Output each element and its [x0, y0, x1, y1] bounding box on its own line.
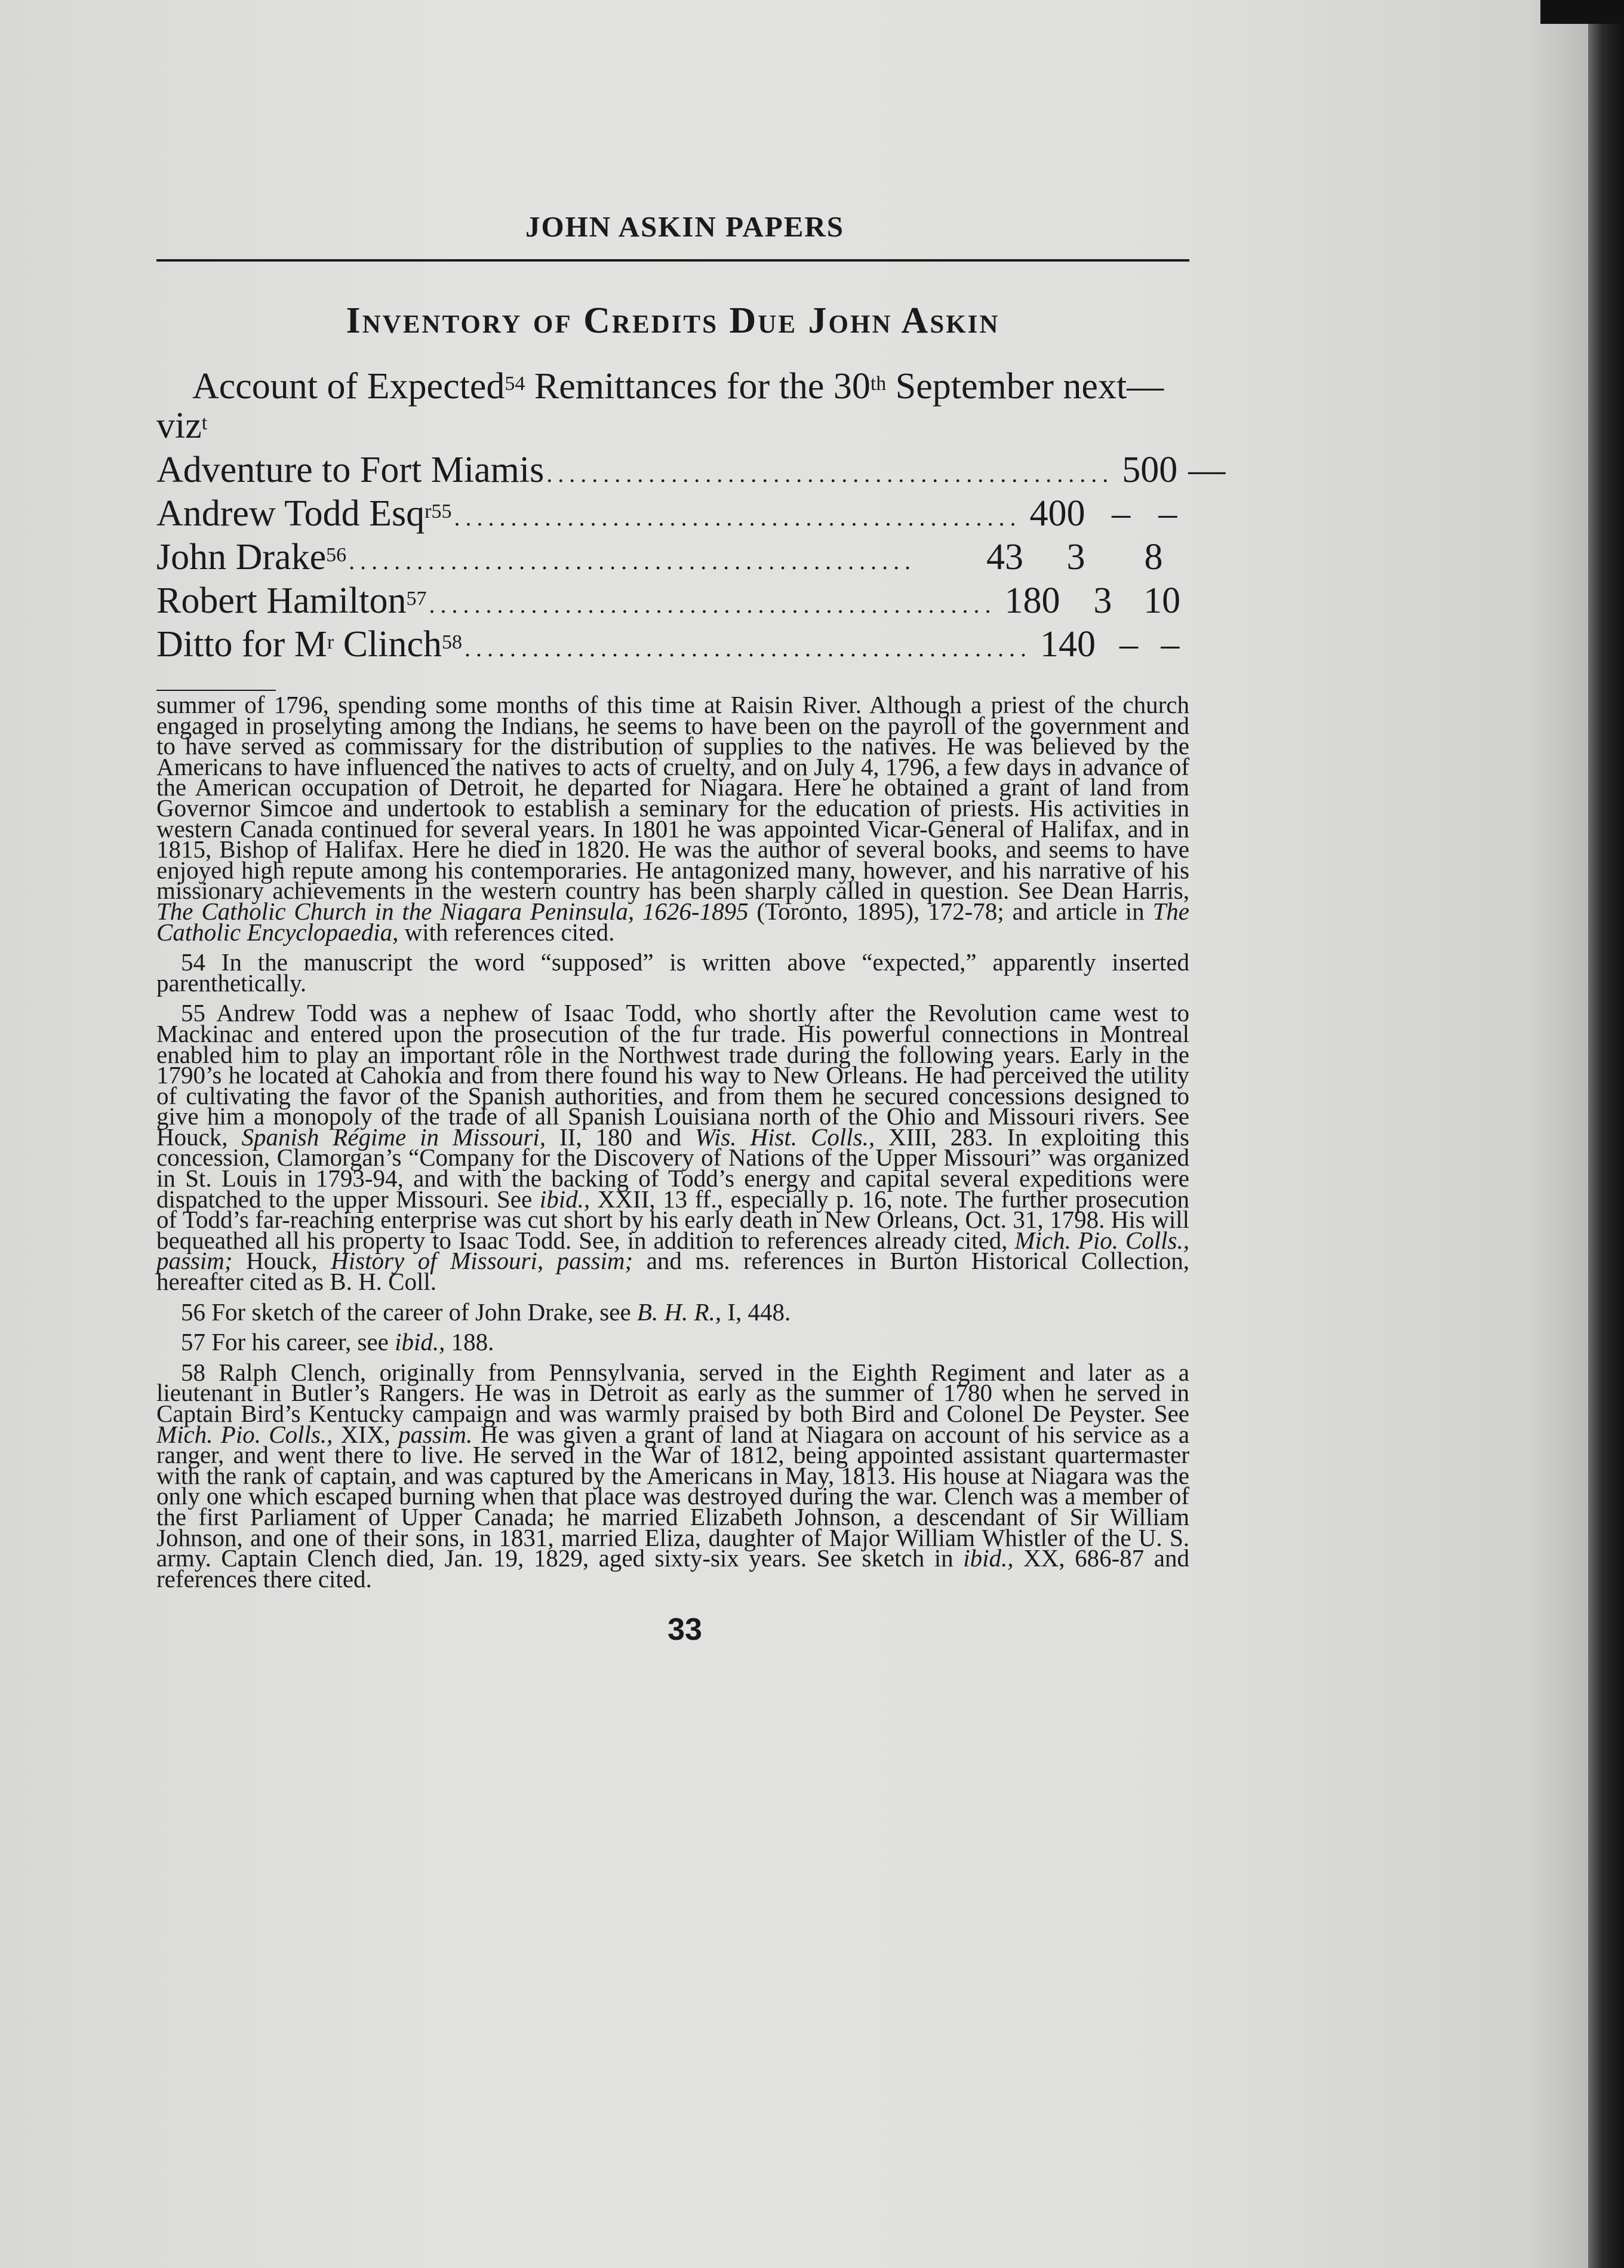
- footnote-text: XXII, 13 ff., especially p. 16, note. The further prosecution of Todd’s far-reaching enterprise was cut short by his early death in New Orleans, Oct. 31, 1798. His will bequeathed all his property to Isaac Todd. See, in addition to references already cited,: [156, 1185, 1189, 1254]
- footnote-text: Andrew Todd was a nephew of Isaac Todd, who shortly after the Revolution came west to Mackinac and entered upon the prosecution of the fur trade. His powerful connections in Montreal enabled him to play an important rôle in the Northwest trade during the following years. Early in the 1790’s he located at Cahokia and from there found his way to New Orleans. He had perceived the utility of cultivating the favor of the Spanish authorities, and from them he secured concessions designed to give him a monopoly of the trade of all Spanish Louisiana north of the Ohio and Missouri rivers. See Houck,: [156, 999, 1189, 1151]
- footnote-number: 56: [181, 1298, 205, 1326]
- citation-title: The Catholic Church in the Niagara Peninsula, 1626-1895: [156, 897, 749, 925]
- abbrev-superscript: t: [201, 412, 208, 434]
- footnote-text: Ralph Clench, originally from Pennsylvania, served in the Eighth Regiment and later as a lieutenant in Butler’s Rangers. He was in Detroit as early as the summer of 1780 when he served in Captain Bird’s Kentucky campaign and was warmly praised by both Bird and Colonel De Peyster. See: [156, 1358, 1189, 1427]
- abbrev-superscript: r: [327, 631, 334, 653]
- remittance-row: [156, 581, 1189, 625]
- page-number: 33: [668, 1612, 702, 1648]
- footnotes: [156, 691, 1190, 1593]
- remittance-label: [156, 625, 462, 665]
- footnote-text: summer of 1796, spending some months of this time at Raisin River. Although a priest of the church engaged in proselyting among the Indians, he seems to have been on the payroll of the government and to have served as commissary for the distribution of supplies to the natives. He was believed by the Americans to have influenced the natives to acts of cruelty, and on July 4, 1796, a few days in advance of the American occupation of Detroit, he departed for Niagara. Here he obtained a grant of land from Governor Simcoe and undertook to establish a seminary for the education of priests. His activities in western Canada continued for several years. In 1801 he was appointed Vicar-General of Halifax, and in 1815, Bishop of Halifax. Here he died in 1820. He was the author of several books, and seems to have enjoyed high repute among his contemporaries. He antagonized many, however, and his narrative of his missionary achievements in the western country has been sharply called in question. See Dean Harris,: [156, 691, 1189, 905]
- citation-title: Spanish Régime in Missouri,: [241, 1123, 546, 1151]
- amount-pence: 10: [1143, 580, 1181, 621]
- page-content: [156, 210, 1226, 1648]
- account-heading-text-2: Remittances for the 30: [525, 366, 871, 407]
- remittance-label-text: Clinch: [334, 624, 442, 665]
- amount-pounds: 180: [1004, 580, 1060, 621]
- remittance-label-text: Adventure to Fort Miamis: [156, 450, 545, 490]
- footnote-text: In the manuscript the word “supposed” is written above “expected,” apparently inserted parenthetically.: [156, 948, 1189, 997]
- leader-dots: ..................................................: [454, 504, 1022, 531]
- footnote-number: 58: [181, 1358, 205, 1386]
- footnote-57: [156, 1328, 1189, 1356]
- citation-title: passim.: [398, 1420, 473, 1448]
- citation-title: Mich. Pio. Colls., passim;: [156, 1226, 1189, 1275]
- leader-dots: ..................................................: [465, 635, 1032, 662]
- footnote-ref-55[interactable]: r55: [425, 500, 452, 523]
- amount-pounds: 140: [1040, 624, 1096, 665]
- footnote-text: II, 180 and: [546, 1123, 696, 1151]
- amount-shillings: 3: [1066, 537, 1085, 577]
- leader-dots: ..................................................: [349, 548, 916, 574]
- footnote-54: [156, 948, 1189, 997]
- remittance-label-text: Andrew Todd Esq: [156, 493, 425, 534]
- footnote-text: For sketch of the career of John Drake, see: [205, 1298, 637, 1326]
- amount-shillings: –: [1112, 493, 1131, 534]
- amount-pence: –: [1161, 624, 1180, 665]
- footnote-ref-56[interactable]: 56: [326, 544, 347, 566]
- running-head-rule: [156, 259, 1189, 262]
- footnote-text: For his career, see: [205, 1328, 395, 1356]
- footnote-text: 188.: [445, 1328, 494, 1356]
- remittance-list: [156, 450, 1226, 668]
- scan-edge: [1588, 0, 1624, 2268]
- footnote-continuation: [156, 691, 1189, 946]
- remittance-label: [156, 581, 426, 621]
- running-head: JOHN ASKIN PAPERS: [525, 210, 845, 243]
- amount-pounds: 500: [1122, 450, 1178, 490]
- footnote-text: Houck,: [232, 1247, 331, 1275]
- footnote-text: with references cited.: [398, 918, 615, 946]
- remittance-row: [156, 625, 1189, 668]
- remittance-row: [156, 450, 1226, 494]
- footnote-56: [156, 1298, 1189, 1326]
- footnote-number: 57: [181, 1328, 205, 1356]
- remittance-label: [156, 537, 346, 577]
- amount-shillings: –: [1119, 624, 1138, 665]
- footnote-58: [156, 1358, 1190, 1593]
- account-heading-text-1: Account of Expected: [192, 366, 505, 407]
- amount-pounds: 43: [986, 537, 1023, 577]
- remittance-row: [156, 537, 1189, 581]
- remittance-label-text: Robert Hamilton: [156, 580, 407, 621]
- scan-corner: [1540, 0, 1624, 24]
- citation-title: Mich. Pio. Colls.,: [156, 1420, 333, 1448]
- leader-dots: ..................................................: [429, 591, 996, 618]
- citation-title: ibid.,: [395, 1328, 445, 1356]
- footnote-ref-58[interactable]: 58: [442, 631, 463, 653]
- amount-shillings: –: [1188, 450, 1207, 490]
- leader-dots: ..................................................: [546, 460, 1114, 487]
- footnote-ref-54[interactable]: 54: [505, 373, 525, 395]
- amount-shillings: 3: [1093, 580, 1112, 621]
- footnote-ref-57[interactable]: 57: [406, 588, 427, 610]
- footnote-number: 54: [181, 948, 205, 976]
- footnote-text: and ms. references in Burton Historical Collection, hereafter cited as B. H. Coll.: [156, 1247, 1189, 1296]
- citation-title: History of Missouri, passim;: [331, 1247, 633, 1275]
- remittance-label-text: John Drake: [156, 537, 327, 577]
- account-heading: [156, 367, 1189, 445]
- ordinal-suffix: th: [870, 373, 887, 395]
- citation-title: Wis. Hist. Colls.,: [695, 1123, 875, 1151]
- amount-pence: 8: [1144, 537, 1163, 577]
- citation-title: ibid.,: [539, 1185, 590, 1213]
- footnote-text: He was given a grant of land at Niagara on account of his service as a ranger, and went there to live. He served in the War of 1812, being appointed assistant quartermaster with the rank of captain, and was captured by the Americans in May, 1813. His house at Niagara was the only one which escaped burning when that place was destroyed during the war. Clench was a member of the first Parliament of Upper Canada; he married Elizabeth Johnson, a descendant of Sir William Johnson, and one of their sons, in 1831, married Eliza, daughter of Major William Whistler of the U. S. army. Captain Clench died, Jan. 19, 1829, aged sixty-six years. See sketch in: [156, 1420, 1190, 1572]
- footnote-number: 55: [181, 999, 205, 1027]
- account-heading-text-3: September next—viz: [156, 366, 1164, 446]
- amount-pence: –: [1207, 450, 1226, 490]
- citation-title: ibid.,: [963, 1544, 1014, 1572]
- footnote-text: (Toronto, 1895), 172-78; and article in: [748, 897, 1153, 925]
- footnote-text: XX, 686-87 and references there cited.: [156, 1544, 1189, 1593]
- remittance-label: [156, 494, 451, 534]
- footnote-text: I, 448.: [721, 1298, 791, 1326]
- citation-title: B. H. R.,: [636, 1298, 722, 1326]
- section-title: Inventory of Credits Due John Askin: [346, 300, 1000, 341]
- amount-pence: –: [1158, 493, 1177, 534]
- footnote-text: XIII, 283. In exploiting this concession, Clamorgan’s “Company for the Discovery of Nations of the Upper Missouri” was organized in St. Louis in 1793-94, and with the backing of Todd’s energy and capital several expeditions were dispatched to the upper Missouri. See: [156, 1123, 1189, 1213]
- remittance-label: [156, 450, 544, 490]
- amount-pounds: 400: [1029, 493, 1085, 534]
- remittance-label-text: Ditto for M: [156, 624, 327, 665]
- footnote-text: XIX,: [333, 1420, 399, 1448]
- footnote-55: [156, 999, 1189, 1296]
- citation-title: The Catholic Encyclopaedia,: [156, 897, 1189, 946]
- remittance-row: [156, 494, 1189, 537]
